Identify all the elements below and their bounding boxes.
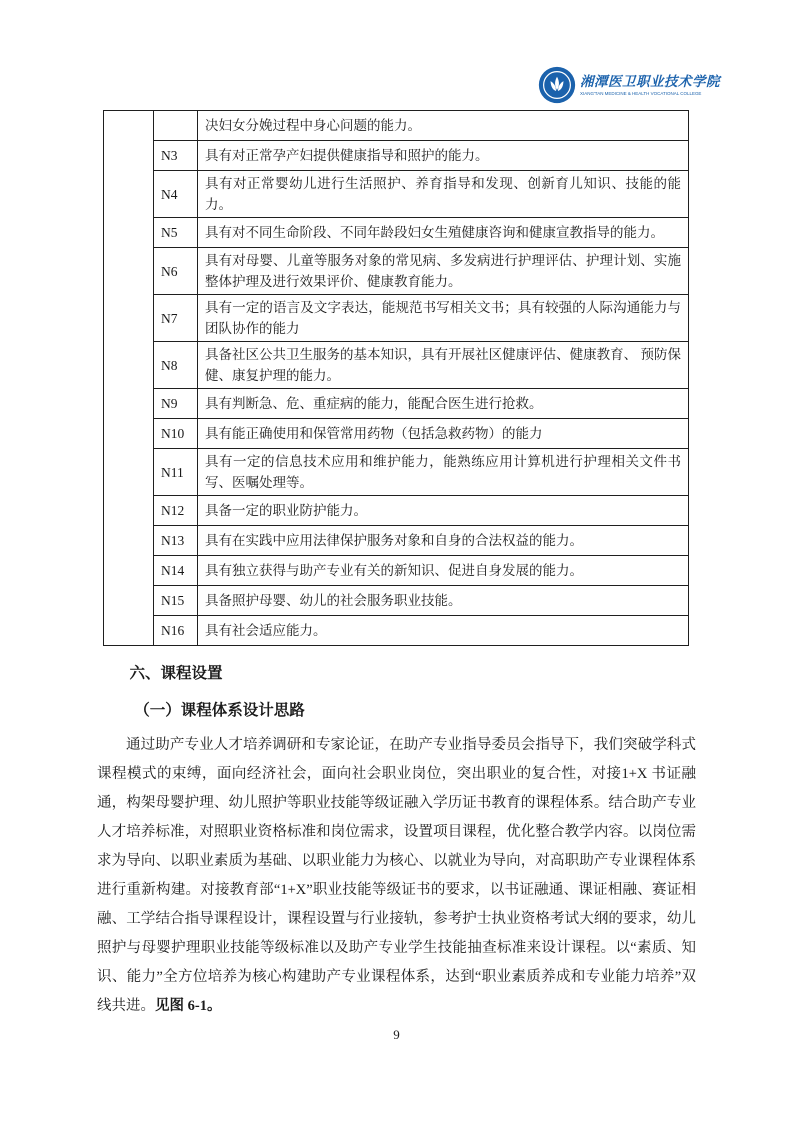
competency-description: 具有对正常婴幼儿进行生活照护、养育指导和发现、创新育儿知识、技能的能力。 <box>198 171 689 218</box>
table-row <box>104 389 689 419</box>
competency-description: 具有能正确使用和保管常用药物（包括急救药物）的能力 <box>198 419 689 449</box>
competency-code: N16 <box>154 616 198 646</box>
college-emblem-icon <box>538 66 576 104</box>
college-logo <box>538 63 720 107</box>
table-row <box>104 248 689 295</box>
table-row <box>104 526 689 556</box>
curriculum-design-paragraph <box>97 731 696 1021</box>
table-row <box>104 419 689 449</box>
competency-description: 具有对正常孕产妇提供健康指导和照护的能力。 <box>198 141 689 171</box>
table-row <box>104 171 689 218</box>
competency-description: 决妇女分娩过程中身心问题的能力。 <box>198 111 689 141</box>
competency-description: 具有独立获得与助产专业有关的新知识、促进自身发展的能力。 <box>198 556 689 586</box>
table-row <box>104 586 689 616</box>
table-row <box>104 295 689 342</box>
competency-code: N15 <box>154 586 198 616</box>
competency-table <box>103 110 689 646</box>
section-heading-curriculum: 六、课程设置 <box>129 665 223 682</box>
competency-code: N9 <box>154 389 198 419</box>
college-name-zh: 湘潭医卫职业技术学院 <box>580 74 720 89</box>
college-name-en: XIANG'TAN MEDICINE & HEALTH VOCATIONAL COLLEGE <box>580 91 702 97</box>
competency-code: N11 <box>154 449 198 496</box>
table-row <box>104 218 689 248</box>
paragraph-text: 通过助产专业人才培养调研和专家论证，在助产专业指导委员会指导下，我们突破学科式课程模式的束缚，面向经济社会，面向社会职业岗位，突出职业的复合性，对接1+X 书证融通，构架母婴护理、幼儿照护等职业技能等级证融入学历证书教育的课程体系。结合助产专业人才培养标准，对照职业资格标准和岗位需求，设置项目课程，优化整合教学内容。以岗位需求为导向、以职业素质为基础、以职业能力为核心、以就业为导向，对高职助产专业课程体系进行重新构建。对接教育部“1+X”职业技能等级证书的要求，以书证融通、课证相融、赛证相融、工学结合指导课程设计，课程设置与行业接轨，参考护士执业资格考试大纲的要求，幼儿照护与母婴护理职业技能等级标准以及助产专业学生技能抽查标准来设计课程。以“素质、知识、能力”全方位培养为核心构建助产专业课程体系，达到“职业素质养成和专业能力培养”双线共进。 <box>97 737 696 1014</box>
competency-code <box>154 111 198 141</box>
subsection-heading-design-approach: （一）课程体系设计思路 <box>134 702 305 719</box>
page-content <box>97 110 696 1021</box>
table-row <box>104 496 689 526</box>
competency-description: 具有对母婴、儿童等服务对象的常见病、多发病进行护理评估、护理计划、实施整体护理及进行效果评价、健康教育能力。 <box>198 248 689 295</box>
table-row <box>104 141 689 171</box>
college-name-block <box>580 70 793 100</box>
table-row <box>104 449 689 496</box>
competency-description: 具有一定的信息技术应用和维护能力，能熟练应用计算机进行护理相关文件书写、医嘱处理等。 <box>198 449 689 496</box>
competency-code: N8 <box>154 342 198 389</box>
competency-code: N14 <box>154 556 198 586</box>
table-row <box>104 556 689 586</box>
competency-description: 具有判断急、危、重症病的能力，能配合医生进行抢救。 <box>198 389 689 419</box>
table-row <box>104 111 689 141</box>
competency-description: 具有在实践中应用法律保护服务对象和自身的合法权益的能力。 <box>198 526 689 556</box>
table-row <box>104 616 689 646</box>
page-number: 9 <box>393 1027 400 1042</box>
competency-description: 具备照护母婴、幼儿的社会服务职业技能。 <box>198 586 689 616</box>
table-row <box>104 342 689 389</box>
competency-code: N6 <box>154 248 198 295</box>
competency-code: N7 <box>154 295 198 342</box>
competency-description: 具有社会适应能力。 <box>198 616 689 646</box>
competency-code: N13 <box>154 526 198 556</box>
competency-description: 具备一定的职业防护能力。 <box>198 496 689 526</box>
competency-code: N10 <box>154 419 198 449</box>
competency-code: N12 <box>154 496 198 526</box>
competency-description: 具有一定的语言及文字表达，能规范书写相关文书；具有较强的人际沟通能力与团队协作的能力 <box>198 295 689 342</box>
competency-code: N5 <box>154 218 198 248</box>
competency-description: 具有对不同生命阶段、不同年龄段妇女生殖健康咨询和健康宣教指导的能力。 <box>198 218 689 248</box>
merged-category-cell <box>104 111 154 646</box>
competency-table-body <box>104 111 689 646</box>
competency-code: N4 <box>154 171 198 218</box>
competency-code: N3 <box>154 141 198 171</box>
figure-reference: 见图 6-1。 <box>155 998 222 1014</box>
competency-description: 具备社区公共卫生服务的基本知识，具有开展社区健康评估、健康教育、 预防保健、康复护理的能力。 <box>198 342 689 389</box>
